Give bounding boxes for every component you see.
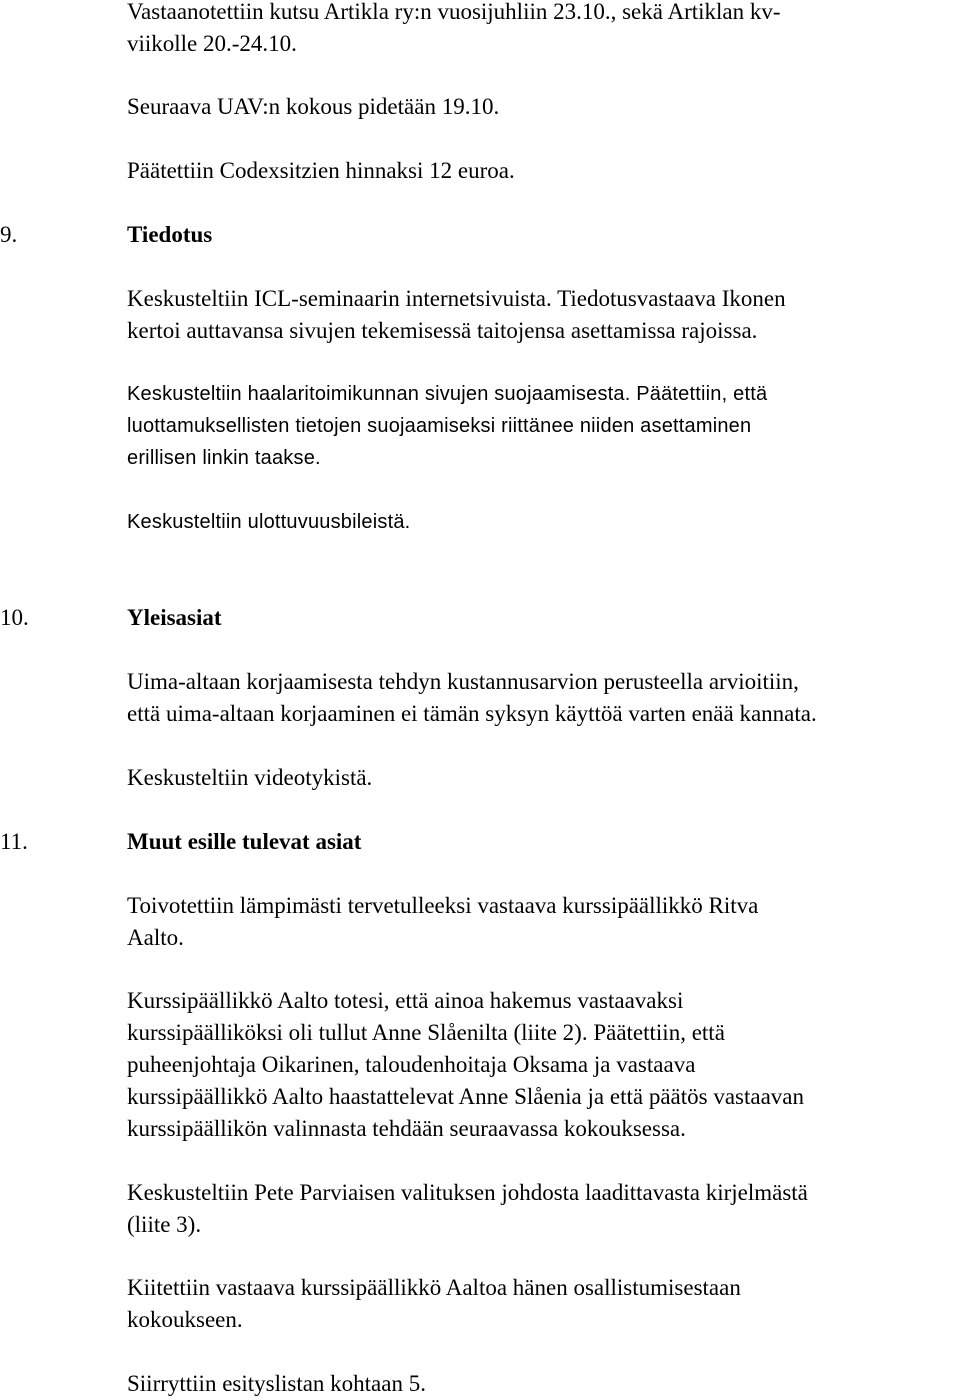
paragraph-codex: Päätettiin Codexsitzien hinnaksi 12 euroa. <box>127 158 515 183</box>
paragraph-toivotettiin: Toivotettiin lämpimästi tervetulleeksi vastaava kurssipäällikkö Ritva Aalto. <box>127 893 759 950</box>
paragraph-video: Keskusteltiin videotykistä. <box>127 765 373 790</box>
paragraph-icl: Keskusteltiin ICL-seminaarin internetsivuista. Tiedotusvastaava Ikonen kertoi auttavansa sivujen tekemisessä taitojensa asettamissa rajoissa. <box>127 286 786 343</box>
section-number-10: 10. <box>0 605 29 630</box>
section-heading-tiedotus: Tiedotus <box>127 222 213 247</box>
paragraph-kiitettiin: Kiitettiin vastaava kurssipäällikkö Aaltoa hänen osallistumisestaan kokoukseen. <box>127 1275 741 1332</box>
section-number-9: 9. <box>0 222 18 247</box>
paragraph-uav: Seuraava UAV:n kokous pidetään 19.10. <box>127 94 500 119</box>
paragraph-kurssipaallikko: Kurssipäällikkö Aalto totesi, että ainoa hakemus vastaavaksi kurssipäälliköksi oli tullut Anne Slåenilta (liite 2). Päätettiin, että puheenjohtaja Oikarinen, taloudenhoitaja Oksama ja vastaava kurssipäällikkö Aalto haastattelevat Anne Slåenia ja että päätös vastaavan kurssipäällikön valinnasta tehdään seuraavassa kokouksessa. <box>127 988 804 1141</box>
section-heading-yleisasiat: Yleisasiat <box>127 605 222 630</box>
paragraph-artikla: Vastaanotettiin kutsu Artikla ry:n vuosijuhliin 23.10., sekä Artiklan kv- viikolle 20.-24.10. <box>127 0 781 56</box>
paragraph-pete: Keskusteltiin Pete Parviaisen valituksen johdosta laadittavasta kirjelmästä (liite 3). <box>127 1180 808 1237</box>
paragraph-siirryttiin: Siirryttiin esityslistan kohtaan 5. <box>127 1371 426 1396</box>
paragraph-uima: Uima-altaan korjaamisesta tehdyn kustannusarvion perusteella arvioitiin, että uima-altaan korjaaminen ei tämän syksyn käyttöä varten enää kannata. <box>127 669 817 726</box>
paragraph-haalari: Keskusteltiin haalaritoimikunnan sivujen suojaamisesta. Päätettiin, että luottamuksellisten tietojen suojaamiseksi riittänee niiden asettaminen erillisen linkin taakse. <box>127 383 768 469</box>
section-number-11: 11. <box>0 829 28 854</box>
paragraph-ulottuvuus: Keskusteltiin ulottuvuusbileistä. <box>127 511 411 533</box>
section-heading-muut: Muut esille tulevat asiat <box>127 829 362 854</box>
